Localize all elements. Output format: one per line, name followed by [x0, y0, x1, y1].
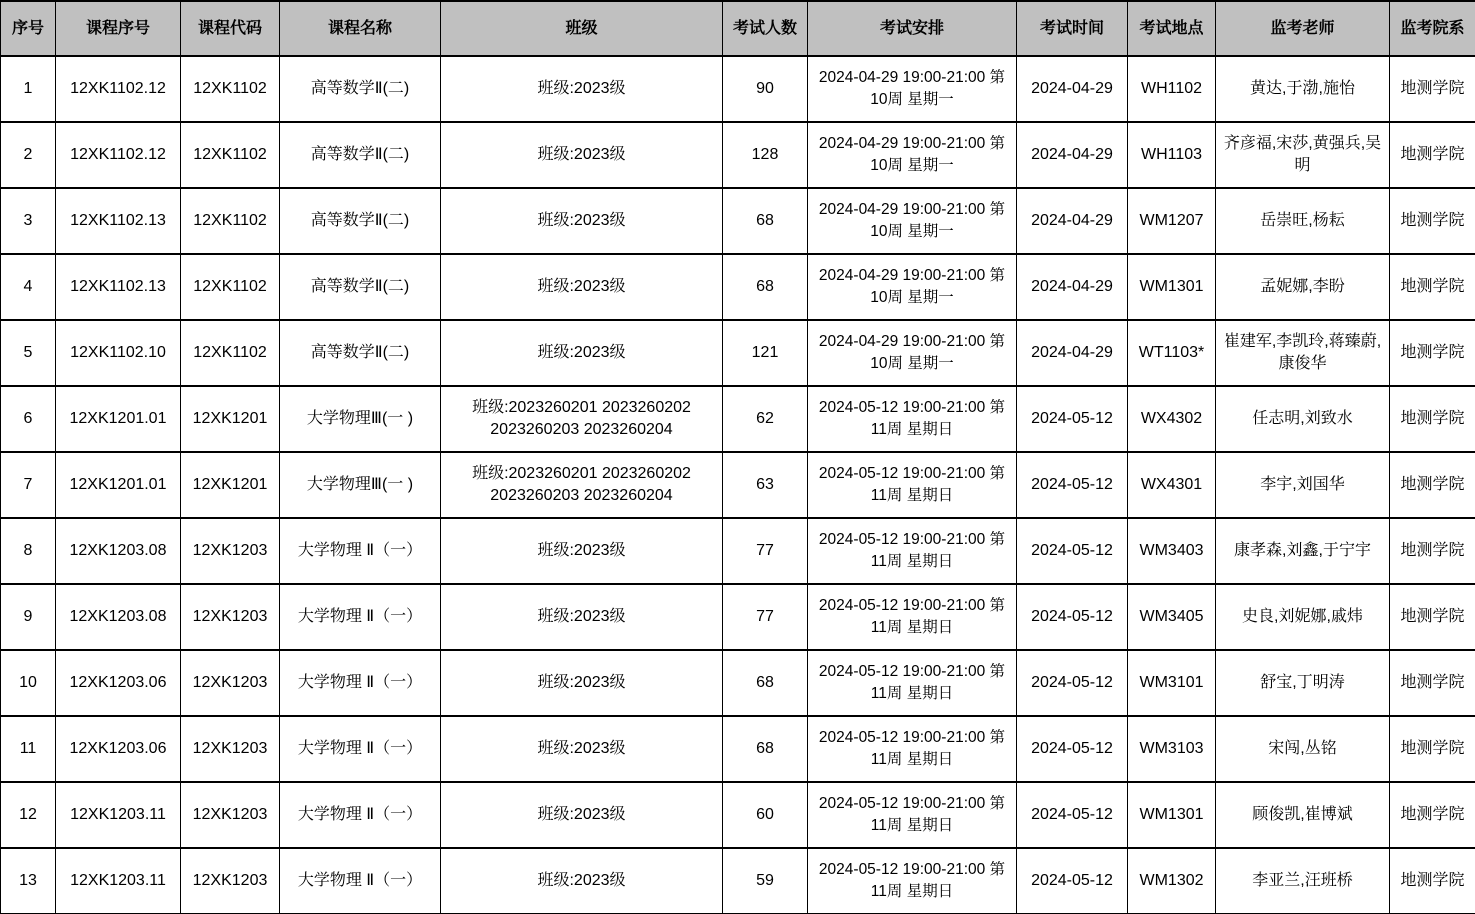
cell-course-seq: 12XK1201.01 — [56, 452, 181, 518]
cell-teachers: 李宇,刘国华 — [1216, 452, 1390, 518]
cell-exam-count: 68 — [723, 716, 808, 782]
cell-location: WM1207 — [1128, 188, 1216, 254]
cell-course-name: 大学物理 Ⅱ（一） — [280, 584, 441, 650]
cell-course-name: 高等数学Ⅱ(二) — [280, 56, 441, 122]
cell-course-name: 高等数学Ⅱ(二) — [280, 320, 441, 386]
cell-course-code: 12XK1203 — [181, 848, 280, 914]
cell-course-name: 大学物理 Ⅱ（一） — [280, 716, 441, 782]
table-row — [1, 584, 1475, 650]
cell-class: 班级:2023级 — [441, 716, 723, 782]
cell-index: 9 — [1, 584, 56, 650]
cell-course-code: 12XK1203 — [181, 716, 280, 782]
cell-exam-time: 2024-05-12 — [1017, 650, 1128, 716]
cell-location: WM1302 — [1128, 848, 1216, 914]
cell-course-code: 12XK1201 — [181, 452, 280, 518]
table-row — [1, 650, 1475, 716]
column-header-department: 监考院系 — [1390, 1, 1475, 56]
cell-course-seq: 12XK1203.11 — [56, 782, 181, 848]
cell-department: 地测学院 — [1390, 716, 1475, 782]
cell-department: 地测学院 — [1390, 452, 1475, 518]
cell-exam-count: 77 — [723, 518, 808, 584]
column-header-index: 序号 — [1, 1, 56, 56]
cell-course-code: 12XK1102 — [181, 254, 280, 320]
cell-location: WH1102 — [1128, 56, 1216, 122]
cell-exam-time: 2024-05-12 — [1017, 452, 1128, 518]
cell-course-code: 12XK1102 — [181, 56, 280, 122]
cell-exam-count: 59 — [723, 848, 808, 914]
cell-course-seq: 12XK1102.12 — [56, 56, 181, 122]
cell-department: 地测学院 — [1390, 254, 1475, 320]
cell-class: 班级:2023级 — [441, 518, 723, 584]
cell-teachers: 顾俊凯,崔博斌 — [1216, 782, 1390, 848]
cell-course-name: 高等数学Ⅱ(二) — [280, 254, 441, 320]
cell-location: WX4301 — [1128, 452, 1216, 518]
cell-class: 班级:2023级 — [441, 188, 723, 254]
cell-department: 地测学院 — [1390, 848, 1475, 914]
cell-arrangement: 2024-05-12 19:00-21:00 第11周 星期日 — [808, 386, 1017, 452]
cell-location: WH1103 — [1128, 122, 1216, 188]
cell-course-seq: 12XK1203.08 — [56, 518, 181, 584]
cell-class: 班级:2023级 — [441, 782, 723, 848]
cell-course-name: 大学物理Ⅲ(一 ) — [280, 452, 441, 518]
cell-exam-time: 2024-04-29 — [1017, 320, 1128, 386]
table-row — [1, 518, 1475, 584]
cell-exam-count: 68 — [723, 650, 808, 716]
cell-course-seq: 12XK1102.13 — [56, 188, 181, 254]
cell-location: WT1103* — [1128, 320, 1216, 386]
cell-index: 10 — [1, 650, 56, 716]
cell-exam-time: 2024-05-12 — [1017, 386, 1128, 452]
cell-location: WM3101 — [1128, 650, 1216, 716]
cell-exam-time: 2024-04-29 — [1017, 254, 1128, 320]
cell-arrangement: 2024-05-12 19:00-21:00 第11周 星期日 — [808, 518, 1017, 584]
table-body — [1, 56, 1475, 914]
cell-department: 地测学院 — [1390, 386, 1475, 452]
cell-exam-time: 2024-05-12 — [1017, 518, 1128, 584]
cell-department: 地测学院 — [1390, 584, 1475, 650]
cell-course-seq: 12XK1102.12 — [56, 122, 181, 188]
cell-index: 12 — [1, 782, 56, 848]
cell-course-seq: 12XK1203.08 — [56, 584, 181, 650]
cell-course-code: 12XK1203 — [181, 782, 280, 848]
column-header-course-seq: 课程序号 — [56, 1, 181, 56]
cell-class: 班级:2023级 — [441, 650, 723, 716]
cell-course-code: 12XK1203 — [181, 518, 280, 584]
cell-course-code: 12XK1203 — [181, 650, 280, 716]
cell-exam-count: 63 — [723, 452, 808, 518]
cell-exam-count: 77 — [723, 584, 808, 650]
cell-index: 1 — [1, 56, 56, 122]
column-header-class: 班级 — [441, 1, 723, 56]
cell-course-name: 高等数学Ⅱ(二) — [280, 188, 441, 254]
table-row — [1, 56, 1475, 122]
cell-class: 班级:2023级 — [441, 254, 723, 320]
cell-arrangement: 2024-04-29 19:00-21:00 第10周 星期一 — [808, 188, 1017, 254]
cell-course-seq: 12XK1203.06 — [56, 716, 181, 782]
cell-index: 11 — [1, 716, 56, 782]
cell-department: 地测学院 — [1390, 188, 1475, 254]
cell-index: 8 — [1, 518, 56, 584]
cell-arrangement: 2024-05-12 19:00-21:00 第11周 星期日 — [808, 782, 1017, 848]
cell-course-seq: 12XK1203.06 — [56, 650, 181, 716]
column-header-location: 考试地点 — [1128, 1, 1216, 56]
cell-department: 地测学院 — [1390, 320, 1475, 386]
table-row — [1, 188, 1475, 254]
table-row — [1, 716, 1475, 782]
cell-location: WM1301 — [1128, 254, 1216, 320]
cell-teachers: 康孝森,刘鑫,于宁宇 — [1216, 518, 1390, 584]
cell-exam-time: 2024-04-29 — [1017, 188, 1128, 254]
cell-department: 地测学院 — [1390, 650, 1475, 716]
cell-teachers: 崔建军,李凯玲,蒋臻蔚,康俊华 — [1216, 320, 1390, 386]
cell-exam-time: 2024-05-12 — [1017, 716, 1128, 782]
cell-course-name: 大学物理 Ⅱ（一） — [280, 782, 441, 848]
column-header-teachers: 监考老师 — [1216, 1, 1390, 56]
cell-exam-count: 90 — [723, 56, 808, 122]
cell-exam-time: 2024-05-12 — [1017, 782, 1128, 848]
cell-course-name: 大学物理 Ⅱ（一） — [280, 650, 441, 716]
cell-course-name: 大学物理 Ⅱ（一） — [280, 848, 441, 914]
cell-location: WM3405 — [1128, 584, 1216, 650]
cell-exam-time: 2024-05-12 — [1017, 584, 1128, 650]
table-row — [1, 848, 1475, 914]
cell-class: 班级:2023260201 2023260202 2023260203 2023260204 — [441, 386, 723, 452]
cell-arrangement: 2024-05-12 19:00-21:00 第11周 星期日 — [808, 848, 1017, 914]
table-row — [1, 386, 1475, 452]
cell-class: 班级:2023级 — [441, 56, 723, 122]
cell-teachers: 齐彦福,宋莎,黄强兵,吴明 — [1216, 122, 1390, 188]
cell-exam-count: 62 — [723, 386, 808, 452]
cell-arrangement: 2024-05-12 19:00-21:00 第11周 星期日 — [808, 716, 1017, 782]
cell-course-name: 高等数学Ⅱ(二) — [280, 122, 441, 188]
cell-exam-count: 121 — [723, 320, 808, 386]
cell-teachers: 黄达,于渤,施怡 — [1216, 56, 1390, 122]
cell-index: 13 — [1, 848, 56, 914]
cell-location: WX4302 — [1128, 386, 1216, 452]
cell-index: 4 — [1, 254, 56, 320]
cell-department: 地测学院 — [1390, 56, 1475, 122]
cell-class: 班级:2023级 — [441, 848, 723, 914]
cell-course-seq: 12XK1102.13 — [56, 254, 181, 320]
cell-arrangement: 2024-04-29 19:00-21:00 第10周 星期一 — [808, 56, 1017, 122]
cell-exam-time: 2024-04-29 — [1017, 56, 1128, 122]
cell-exam-time: 2024-04-29 — [1017, 122, 1128, 188]
cell-class: 班级:2023级 — [441, 320, 723, 386]
column-header-exam-time: 考试时间 — [1017, 1, 1128, 56]
cell-exam-count: 60 — [723, 782, 808, 848]
cell-index: 6 — [1, 386, 56, 452]
cell-arrangement: 2024-04-29 19:00-21:00 第10周 星期一 — [808, 122, 1017, 188]
cell-teachers: 孟妮娜,李盼 — [1216, 254, 1390, 320]
column-header-course-name: 课程名称 — [280, 1, 441, 56]
cell-index: 7 — [1, 452, 56, 518]
cell-course-code: 12XK1102 — [181, 122, 280, 188]
cell-teachers: 岳崇旺,杨耘 — [1216, 188, 1390, 254]
cell-teachers: 舒宝,丁明涛 — [1216, 650, 1390, 716]
table-row — [1, 254, 1475, 320]
cell-arrangement: 2024-04-29 19:00-21:00 第10周 星期一 — [808, 320, 1017, 386]
cell-arrangement: 2024-04-29 19:00-21:00 第10周 星期一 — [808, 254, 1017, 320]
cell-course-seq: 12XK1201.01 — [56, 386, 181, 452]
cell-teachers: 任志明,刘致水 — [1216, 386, 1390, 452]
cell-department: 地测学院 — [1390, 518, 1475, 584]
cell-course-code: 12XK1203 — [181, 584, 280, 650]
column-header-arrangement: 考试安排 — [808, 1, 1017, 56]
table-row — [1, 122, 1475, 188]
cell-teachers: 宋闯,丛铭 — [1216, 716, 1390, 782]
cell-course-code: 12XK1102 — [181, 188, 280, 254]
cell-department: 地测学院 — [1390, 122, 1475, 188]
cell-exam-count: 68 — [723, 254, 808, 320]
cell-course-seq: 12XK1102.10 — [56, 320, 181, 386]
cell-class: 班级:2023260201 2023260202 2023260203 2023260204 — [441, 452, 723, 518]
cell-course-name: 大学物理Ⅲ(一 ) — [280, 386, 441, 452]
cell-location: WM1301 — [1128, 782, 1216, 848]
cell-arrangement: 2024-05-12 19:00-21:00 第11周 星期日 — [808, 584, 1017, 650]
cell-location: WM3103 — [1128, 716, 1216, 782]
table-row — [1, 320, 1475, 386]
cell-arrangement: 2024-05-12 19:00-21:00 第11周 星期日 — [808, 650, 1017, 716]
table-row — [1, 452, 1475, 518]
cell-index: 3 — [1, 188, 56, 254]
cell-course-code: 12XK1201 — [181, 386, 280, 452]
cell-exam-count: 68 — [723, 188, 808, 254]
cell-department: 地测学院 — [1390, 782, 1475, 848]
cell-class: 班级:2023级 — [441, 122, 723, 188]
column-header-course-code: 课程代码 — [181, 1, 280, 56]
cell-exam-count: 128 — [723, 122, 808, 188]
cell-arrangement: 2024-05-12 19:00-21:00 第11周 星期日 — [808, 452, 1017, 518]
cell-teachers: 李亚兰,汪班桥 — [1216, 848, 1390, 914]
cell-course-name: 大学物理 Ⅱ（一） — [280, 518, 441, 584]
cell-course-code: 12XK1102 — [181, 320, 280, 386]
table-row — [1, 782, 1475, 848]
cell-teachers: 史良,刘妮娜,戚炜 — [1216, 584, 1390, 650]
cell-index: 2 — [1, 122, 56, 188]
cell-class: 班级:2023级 — [441, 584, 723, 650]
cell-exam-time: 2024-05-12 — [1017, 848, 1128, 914]
header-row — [1, 1, 1475, 56]
cell-location: WM3403 — [1128, 518, 1216, 584]
column-header-exam-count: 考试人数 — [723, 1, 808, 56]
cell-course-seq: 12XK1203.11 — [56, 848, 181, 914]
cell-index: 5 — [1, 320, 56, 386]
